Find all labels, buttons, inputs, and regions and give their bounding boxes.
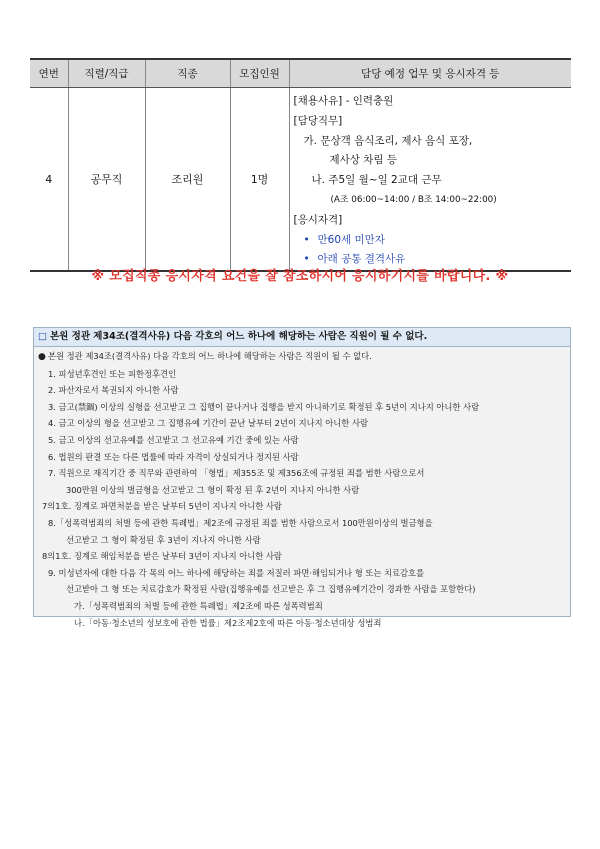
table-row bbox=[30, 88, 571, 272]
duty-item-a-cont: 제사상 차림 등 bbox=[329, 154, 398, 167]
list-item: 300만원 이상의 벌금형을 선고받고 그 형이 확정 된 후 2년이 지나지 아니한 사람 bbox=[66, 484, 360, 495]
list-item: 선고받아 그 형 또는 치료감호가 확정된 사람(집행유예를 선고받은 후 그 집행유예기간이 경과한 사람을 포함한다) bbox=[66, 584, 476, 595]
list-item: 7. 직원으로 재직기간 중 직무와 관련하여 「형법」제355조 및 제356조에 규정된 죄를 범한 사람으로서 bbox=[48, 468, 425, 479]
bullet-icon: • bbox=[303, 233, 310, 246]
duty-item-a: 가. 문상객 음식조리, 제사 음식 포장, bbox=[303, 134, 473, 147]
duty-item-b: 나. 주5일 월~일 2교대 근무 bbox=[311, 174, 442, 187]
square-icon: □ bbox=[38, 331, 47, 342]
header-job: 직종 bbox=[145, 59, 230, 88]
header-duty: 담당 예정 업무 및 응시자격 등 bbox=[289, 59, 571, 88]
box-title: □ 본원 정관 제34조(결격사유) 다음 각호의 어느 하나에 해당하는 사람은 직원이 될 수 없다. bbox=[34, 328, 570, 347]
cell-duty bbox=[289, 88, 571, 272]
list-item: 8의1호. 징계로 해임처분을 받은 날부터 3년이 지나지 아니한 사람 bbox=[42, 551, 282, 562]
duty-shift-times: (A조 06:00~14:00 / B조 14:00~22:00) bbox=[330, 194, 497, 205]
qualification-common: • 아래 공통 결격사유 bbox=[294, 250, 572, 270]
table-header-row bbox=[30, 59, 571, 88]
recruitment-table bbox=[30, 58, 571, 272]
qualification-age: • 만60세 미만자 bbox=[294, 231, 572, 251]
cell-job: 조리원 bbox=[145, 88, 230, 272]
list-item: ● 본원 정관 제34조(결격사유) 다음 각호의 어느 하나에 해당하는 사람은 직원이 될 수 없다. bbox=[38, 348, 570, 366]
list-item: 7의1호. 징계로 파면처분을 받은 날부터 5년이 지나지 아니한 사람 bbox=[42, 501, 282, 512]
duty-heading: [담당직무] bbox=[293, 114, 343, 127]
list-item: 9. 미성년자에 대한 다음 각 목의 어느 하나에 해당하는 죄를 저질러 파면·해임되거나 형 또는 치료감호를 bbox=[48, 567, 425, 578]
cell-count: 1명 bbox=[230, 88, 289, 272]
list-item: 가.「성폭력범죄의 처벌 등에 관한 특례법」제2조에 따른 성폭력범죄 bbox=[74, 600, 323, 611]
disqualification-list bbox=[34, 347, 570, 631]
bullet-icon: • bbox=[303, 253, 310, 266]
list-item: 3. 금고(禁錮) 이상의 실형을 선고받고 그 집행이 끝나거나 집행을 받지 아니하기로 확정된 후 5년이 지나지 아니한 사람 bbox=[48, 401, 480, 412]
cell-no: 4 bbox=[30, 88, 68, 272]
list-item: 8.「성폭력범죄의 처벌 등에 관한 특례법」제2조에 규정된 죄를 범한 사람으로서 100만원이상의 벌금형을 bbox=[48, 517, 433, 528]
list-item: 4. 금고 이상의 형을 선고받고 그 집행유예 기간이 끝난 날부터 2년이 지나지 아니한 사람 bbox=[48, 418, 368, 429]
cell-series: 공무직 bbox=[68, 88, 145, 272]
list-item: 1. 피성년후견인 또는 피한정후견인 bbox=[48, 368, 177, 379]
list-item: 5. 금고 이상의 선고유예를 선고받고 그 선고유예 기간 중에 있는 사람 bbox=[48, 434, 299, 445]
duty-reason: [채용사유] - 인력충원 bbox=[293, 95, 394, 107]
notice-text: ※ 모집직종 응시자격 요건을 잘 참조하시어 응시하기시를 바랍니다. ※ bbox=[91, 269, 509, 284]
list-item: 6. 법원의 판결 또는 다른 법률에 따라 자격이 상실되거나 정지된 사람 bbox=[48, 451, 299, 462]
qualification-heading: [응시자격] bbox=[293, 213, 343, 226]
header-no: 연번 bbox=[30, 59, 68, 88]
header-count: 모집인원 bbox=[230, 59, 289, 88]
header-series: 직렬/직급 bbox=[68, 59, 145, 88]
disqualification-box bbox=[33, 327, 571, 628]
list-item: 2. 파산자로서 복권되지 아니한 사람 bbox=[48, 385, 179, 396]
bullet-dot-icon: ● bbox=[38, 352, 46, 362]
list-item: 나.「아동·청소년의 성보호에 관한 법률」제2조제2호에 따른 아동·청소년대상 성범죄 bbox=[74, 617, 382, 628]
list-item: 선고받고 그 형이 확정된 후 3년이 지나지 아니한 사람 bbox=[66, 534, 261, 545]
